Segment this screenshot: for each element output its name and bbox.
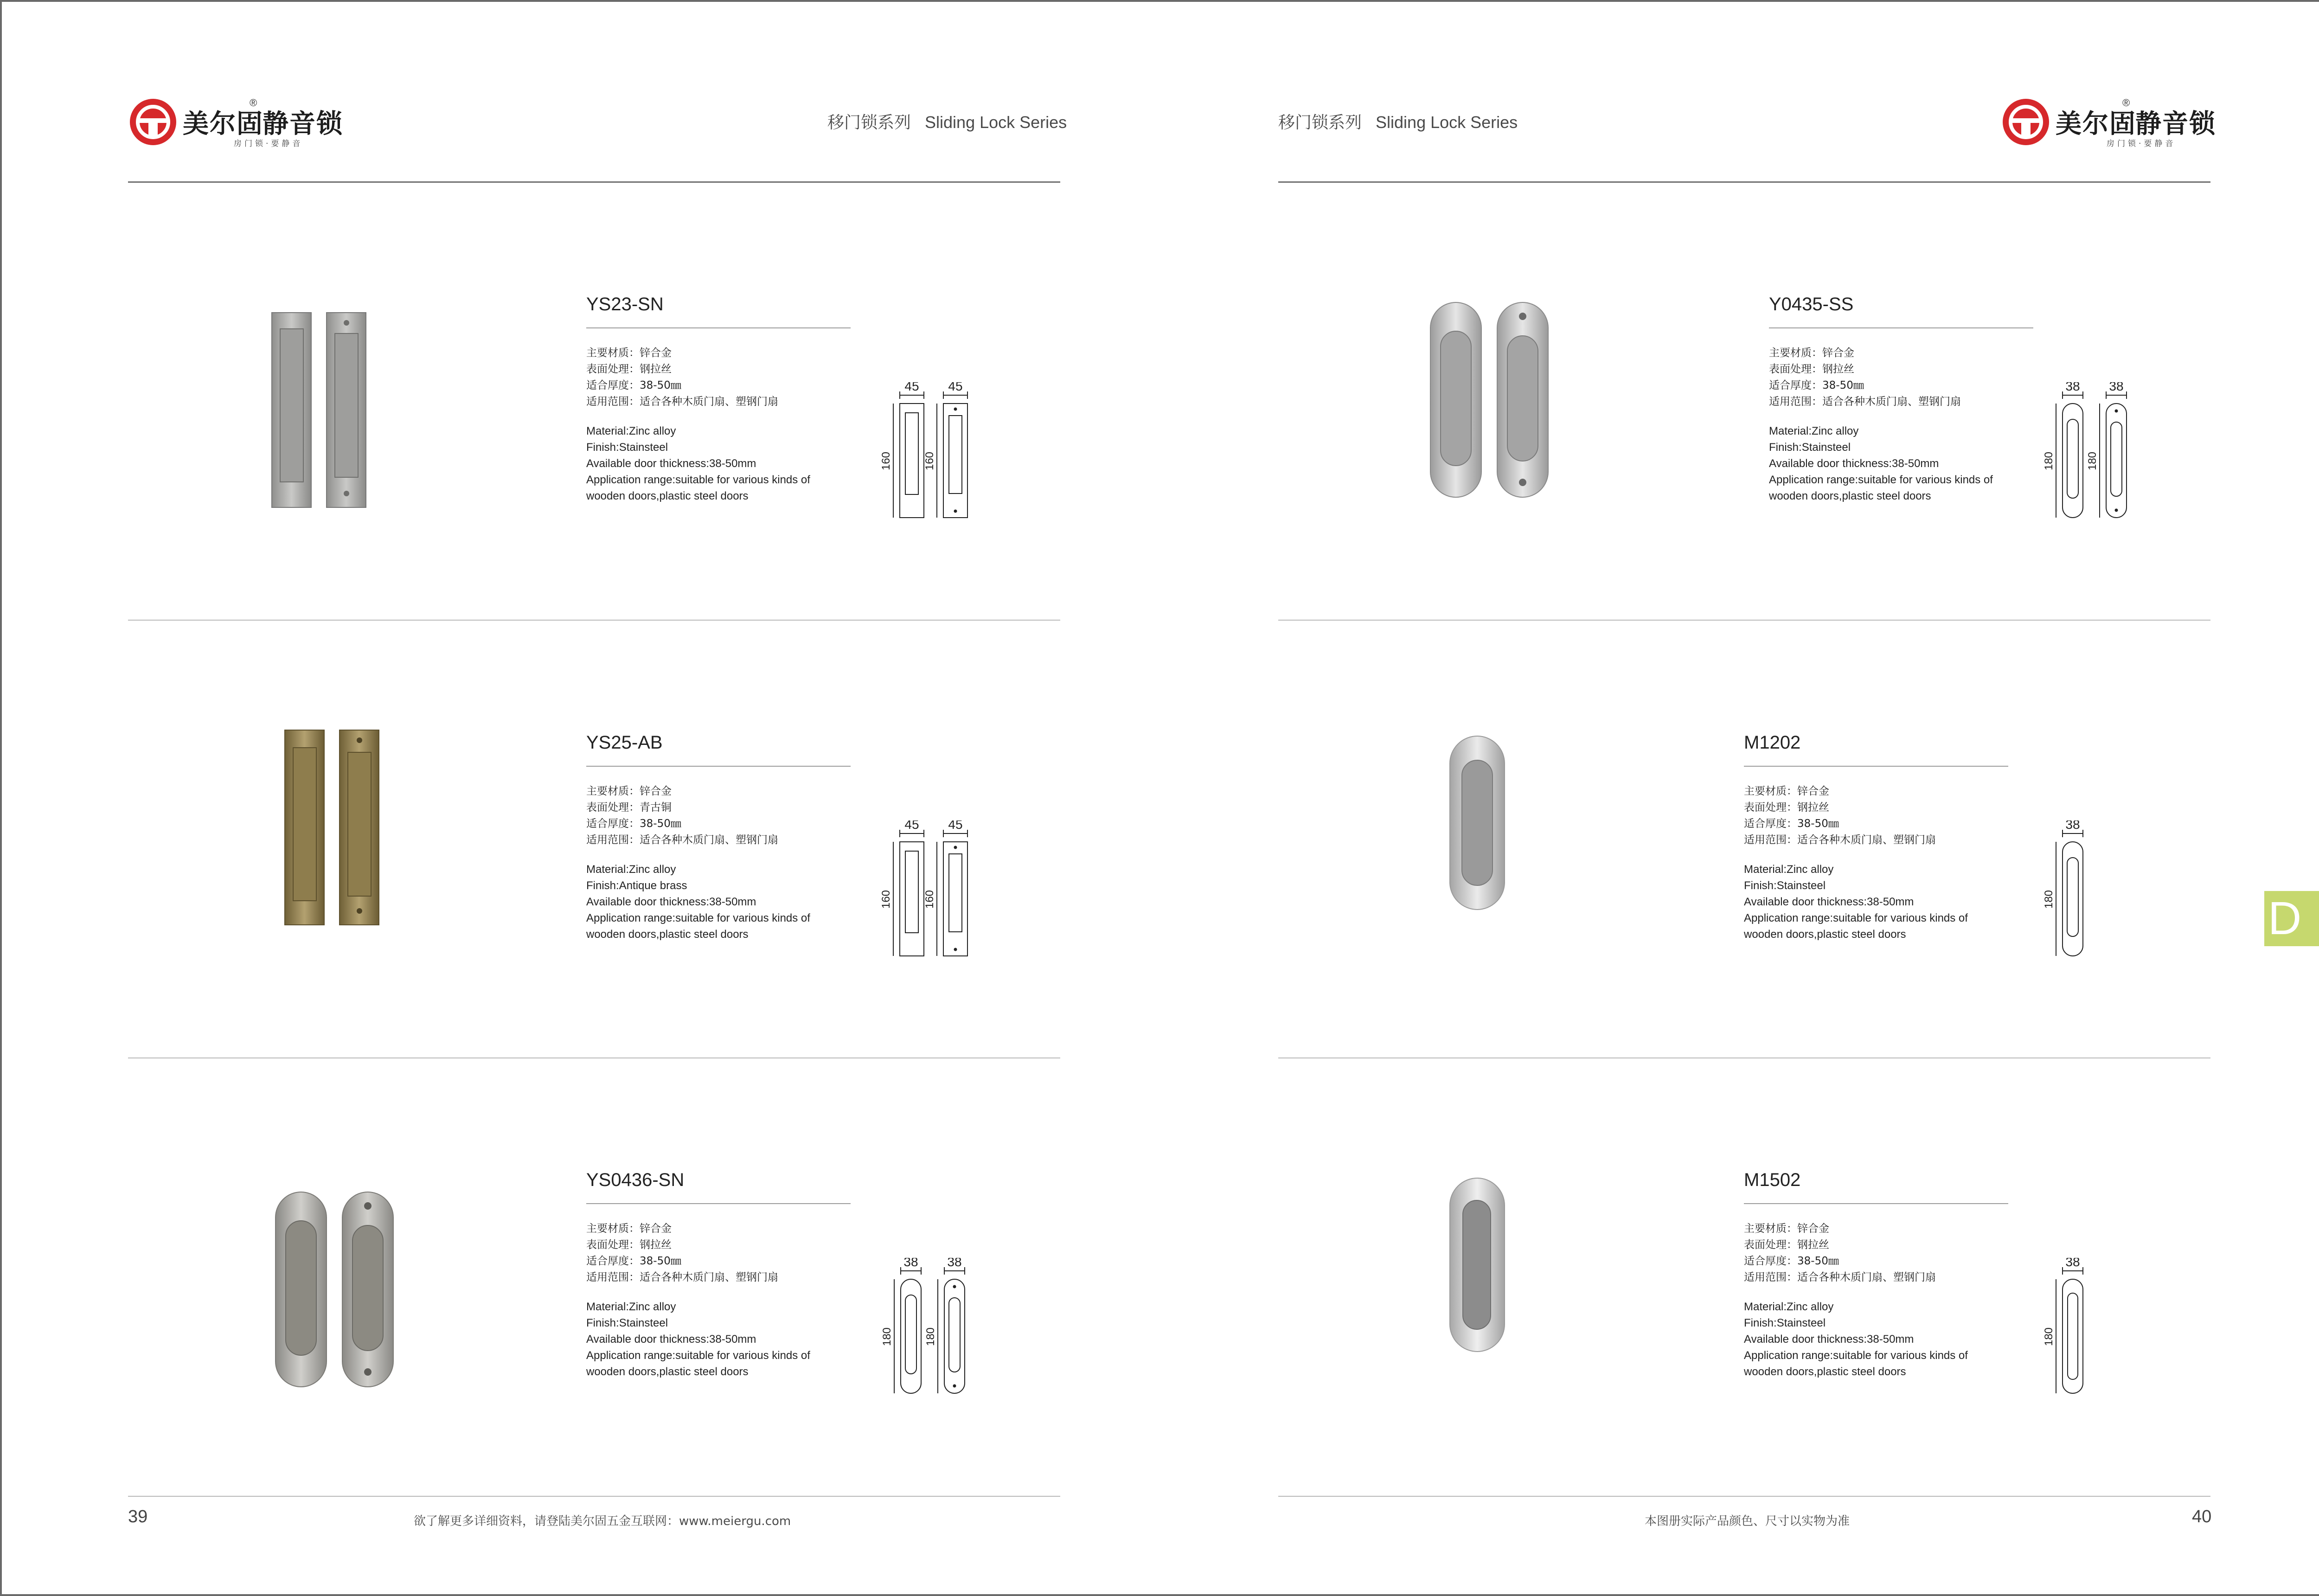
spec-finish-en: Finish:Antique brass (586, 879, 687, 892)
series-title (827, 109, 1067, 133)
registered-mark: ® (250, 97, 257, 109)
series-title-cn: 移门锁系列 (1278, 113, 1362, 132)
spec-list-cn (586, 1221, 778, 1286)
left-page (2, 2, 1170, 1596)
product-card (128, 1137, 1060, 1434)
dim-height-2: 180 (2086, 451, 2099, 471)
spec-material-en: Material:Zinc alloy (1744, 863, 1834, 876)
model-underline (1769, 327, 2033, 328)
spec-thickness-cn: 适合厚度：38-50㎜ (1744, 1255, 1839, 1267)
spec-list-cn (1744, 1221, 1936, 1286)
series-title (1278, 109, 1518, 133)
spec-thickness-en: Available door thickness:38-50mm (1769, 457, 1939, 470)
model-underline (1744, 766, 2008, 767)
brand-mark-icon (128, 97, 178, 147)
dim-height-1: 180 (2043, 451, 2055, 471)
header-divider (1278, 181, 2210, 183)
footer-divider (128, 1496, 1060, 1497)
registered-mark: ® (2122, 97, 2130, 109)
spec-finish-en: Finish:Stainsteel (1769, 441, 1851, 454)
dim-height-1: 160 (880, 451, 892, 471)
spec-material-cn: 主要材质：锌合金 (586, 785, 672, 797)
brand-logo (128, 97, 341, 153)
row-divider (1278, 620, 2210, 621)
spec-range-en-1: Application range:suitable for various kinds of (586, 1349, 810, 1362)
spec-thickness-cn: 适合厚度：38-50㎜ (586, 818, 681, 830)
dim-height-1: 180 (881, 1327, 893, 1346)
model-underline (586, 327, 851, 328)
spec-list-cn (1744, 783, 1936, 848)
spec-finish-en: Finish:Stainsteel (586, 441, 668, 454)
dim-width-2: 38 (2109, 382, 2124, 393)
dim-width-1: 38 (2065, 1258, 2080, 1269)
dim-height-1: 180 (2043, 890, 2055, 909)
spec-range-en-2: wooden doors,plastic steel doors (1744, 1365, 1906, 1378)
section-tab-letter: D (2268, 892, 2302, 944)
spec-range-cn: 适用范围：适合各种木质门扇、塑钢门扇 (586, 1271, 778, 1283)
spec-range-en-2: wooden doors,plastic steel doors (586, 928, 749, 941)
footer-website-note: 欲了解更多详细资料，请登陆美尔固五金互联网：www.meiergu.com (414, 1514, 791, 1528)
product-card (128, 700, 1060, 997)
spec-range-cn: 适用范围：适合各种木质门扇、塑钢门扇 (1769, 396, 1961, 408)
footer-disclaimer: 本图册实际产品颜色、尺寸以实物为准 (1645, 1514, 1850, 1528)
spec-thickness-en: Available door thickness:38-50mm (1744, 1333, 1914, 1346)
spec-range-cn: 适用范围：适合各种木质门扇、塑钢门扇 (586, 396, 778, 408)
dim-height-1: 160 (880, 890, 892, 909)
spec-range-cn: 适用范围：适合各种木质门扇、塑钢门扇 (1744, 1271, 1936, 1283)
spec-material-cn: 主要材质：锌合金 (1744, 1223, 1829, 1235)
spec-thickness-en: Available door thickness:38-50mm (586, 896, 756, 908)
spec-finish-cn: 表面处理：钢拉丝 (1744, 801, 1829, 814)
dim-height-2: 160 (923, 890, 936, 909)
section-tab-d[interactable] (2264, 891, 2319, 946)
product-model: YS25-AB (586, 732, 663, 753)
spec-finish-cn: 表面处理：钢拉丝 (1769, 363, 1854, 375)
product-model: YS0436-SN (586, 1170, 685, 1190)
spec-range-en-1: Application range:suitable for various kinds of (1744, 1349, 1968, 1362)
series-title-en: Sliding Lock Series (1376, 113, 1518, 132)
spec-range-cn: 适用范围：适合各种木质门扇、塑钢门扇 (1744, 834, 1936, 846)
brand-name-2: 静音锁 (2135, 109, 2216, 139)
series-title-en: Sliding Lock Series (925, 113, 1067, 132)
spec-finish-cn: 表面处理：青古铜 (586, 801, 672, 814)
spec-list-en (586, 861, 810, 942)
right-page (1170, 2, 2319, 1596)
spec-thickness-en: Available door thickness:38-50mm (586, 1333, 756, 1346)
spec-finish-en: Finish:Stainsteel (586, 1317, 668, 1329)
dim-height-2: 160 (923, 451, 936, 471)
spec-material-cn: 主要材质：锌合金 (586, 347, 672, 359)
brand-mark-icon (2001, 97, 2051, 147)
spec-range-en-1: Application range:suitable for various kinds of (586, 474, 810, 486)
footer-divider (1278, 1496, 2210, 1497)
brand-logo (2001, 97, 2214, 153)
dim-height-1: 180 (2043, 1327, 2055, 1346)
spec-material-en: Material:Zinc alloy (586, 863, 676, 876)
spec-material-en: Material:Zinc alloy (1744, 1301, 1834, 1313)
spec-list-cn (1769, 345, 1961, 410)
brand-name-2: 静音锁 (263, 109, 343, 139)
spec-finish-cn: 表面处理：钢拉丝 (586, 1239, 672, 1251)
spec-list-en (586, 423, 810, 504)
dim-width-1: 38 (2065, 382, 2080, 393)
model-underline (1744, 1203, 2008, 1204)
dimension-drawing (2041, 382, 2152, 521)
dimension-drawing (879, 382, 991, 521)
spec-finish-cn: 表面处理：钢拉丝 (586, 363, 672, 375)
dim-width-1: 38 (2065, 820, 2080, 832)
product-photo (1445, 1174, 1510, 1355)
spec-range-en-1: Application range:suitable for various kinds of (1769, 474, 1993, 486)
spec-material-cn: 主要材质：锌合金 (1744, 785, 1829, 797)
product-photo (272, 1188, 402, 1392)
dimension-drawing (2041, 820, 2106, 960)
product-model: M1202 (1744, 732, 1801, 753)
spec-range-en-2: wooden doors,plastic steel doors (1744, 928, 1906, 941)
spec-material-cn: 主要材质：锌合金 (1769, 347, 1854, 359)
dimension-drawing (2041, 1258, 2106, 1397)
series-title-cn: 移门锁系列 (827, 113, 911, 132)
row-divider (128, 620, 1060, 621)
dim-width-1: 38 (903, 1258, 918, 1269)
spec-thickness-en: Available door thickness:38-50mm (586, 457, 756, 470)
product-model: Y0435-SS (1769, 294, 1854, 314)
spec-range-en-2: wooden doors,plastic steel doors (1769, 490, 1931, 502)
dim-width-1: 45 (904, 820, 919, 832)
model-underline (586, 766, 851, 767)
product-model: M1502 (1744, 1170, 1801, 1190)
spec-thickness-cn: 适合厚度：38-50㎜ (1769, 379, 1864, 391)
product-card (128, 262, 1060, 558)
dim-width-2: 38 (947, 1258, 962, 1269)
spec-range-cn: 适用范围：适合各种木质门扇、塑钢门扇 (586, 834, 778, 846)
dim-width-2: 45 (948, 382, 963, 393)
spec-list-en (1769, 423, 1993, 504)
product-photo (1445, 732, 1510, 913)
brand-slogan: 房门锁·要静音 (2107, 139, 2176, 148)
product-card (1278, 1137, 2210, 1434)
brand-slogan: 房门锁·要静音 (234, 139, 303, 148)
dim-height-2: 180 (924, 1327, 937, 1346)
page-number: 40 (2192, 1507, 2212, 1526)
spec-thickness-cn: 适合厚度：38-50㎜ (1744, 818, 1839, 830)
spec-material-en: Material:Zinc alloy (1769, 425, 1859, 437)
spec-list-en (586, 1299, 810, 1380)
brand-name-1: 美尔固 (2056, 109, 2136, 139)
model-underline (586, 1203, 851, 1204)
page-number: 39 (128, 1507, 148, 1526)
brand-name-1: 美尔固 (183, 109, 263, 139)
spec-list-cn (586, 783, 778, 848)
spec-thickness-cn: 适合厚度：38-50㎜ (586, 379, 681, 391)
spec-range-en-1: Application range:suitable for various kinds of (586, 912, 810, 924)
spec-thickness-cn: 适合厚度：38-50㎜ (586, 1255, 681, 1267)
product-card (1278, 700, 2210, 997)
product-model: YS23-SN (586, 294, 664, 314)
dim-width-2: 45 (948, 820, 963, 832)
spec-range-en-2: wooden doors,plastic steel doors (586, 1365, 749, 1378)
spec-finish-en: Finish:Stainsteel (1744, 879, 1826, 892)
dim-width-1: 45 (904, 382, 919, 393)
spec-thickness-en: Available door thickness:38-50mm (1744, 896, 1914, 908)
spec-list-cn (586, 345, 778, 410)
spec-finish-en: Finish:Stainsteel (1744, 1317, 1826, 1329)
dimension-drawing (879, 1258, 991, 1397)
spec-list-en (1744, 861, 1968, 942)
spec-material-en: Material:Zinc alloy (586, 425, 676, 437)
product-photo (267, 308, 378, 512)
spec-range-en-2: wooden doors,plastic steel doors (586, 490, 749, 502)
product-photo (1427, 299, 1557, 503)
spec-material-en: Material:Zinc alloy (586, 1301, 676, 1313)
spec-material-cn: 主要材质：锌合金 (586, 1223, 672, 1235)
product-card (1278, 262, 2210, 558)
spec-list-en (1744, 1299, 1968, 1380)
dimension-drawing (879, 820, 991, 960)
spec-range-en-1: Application range:suitable for various kinds of (1744, 912, 1968, 924)
header-divider (128, 181, 1060, 183)
product-photo (281, 725, 388, 929)
spec-finish-cn: 表面处理：钢拉丝 (1744, 1239, 1829, 1251)
